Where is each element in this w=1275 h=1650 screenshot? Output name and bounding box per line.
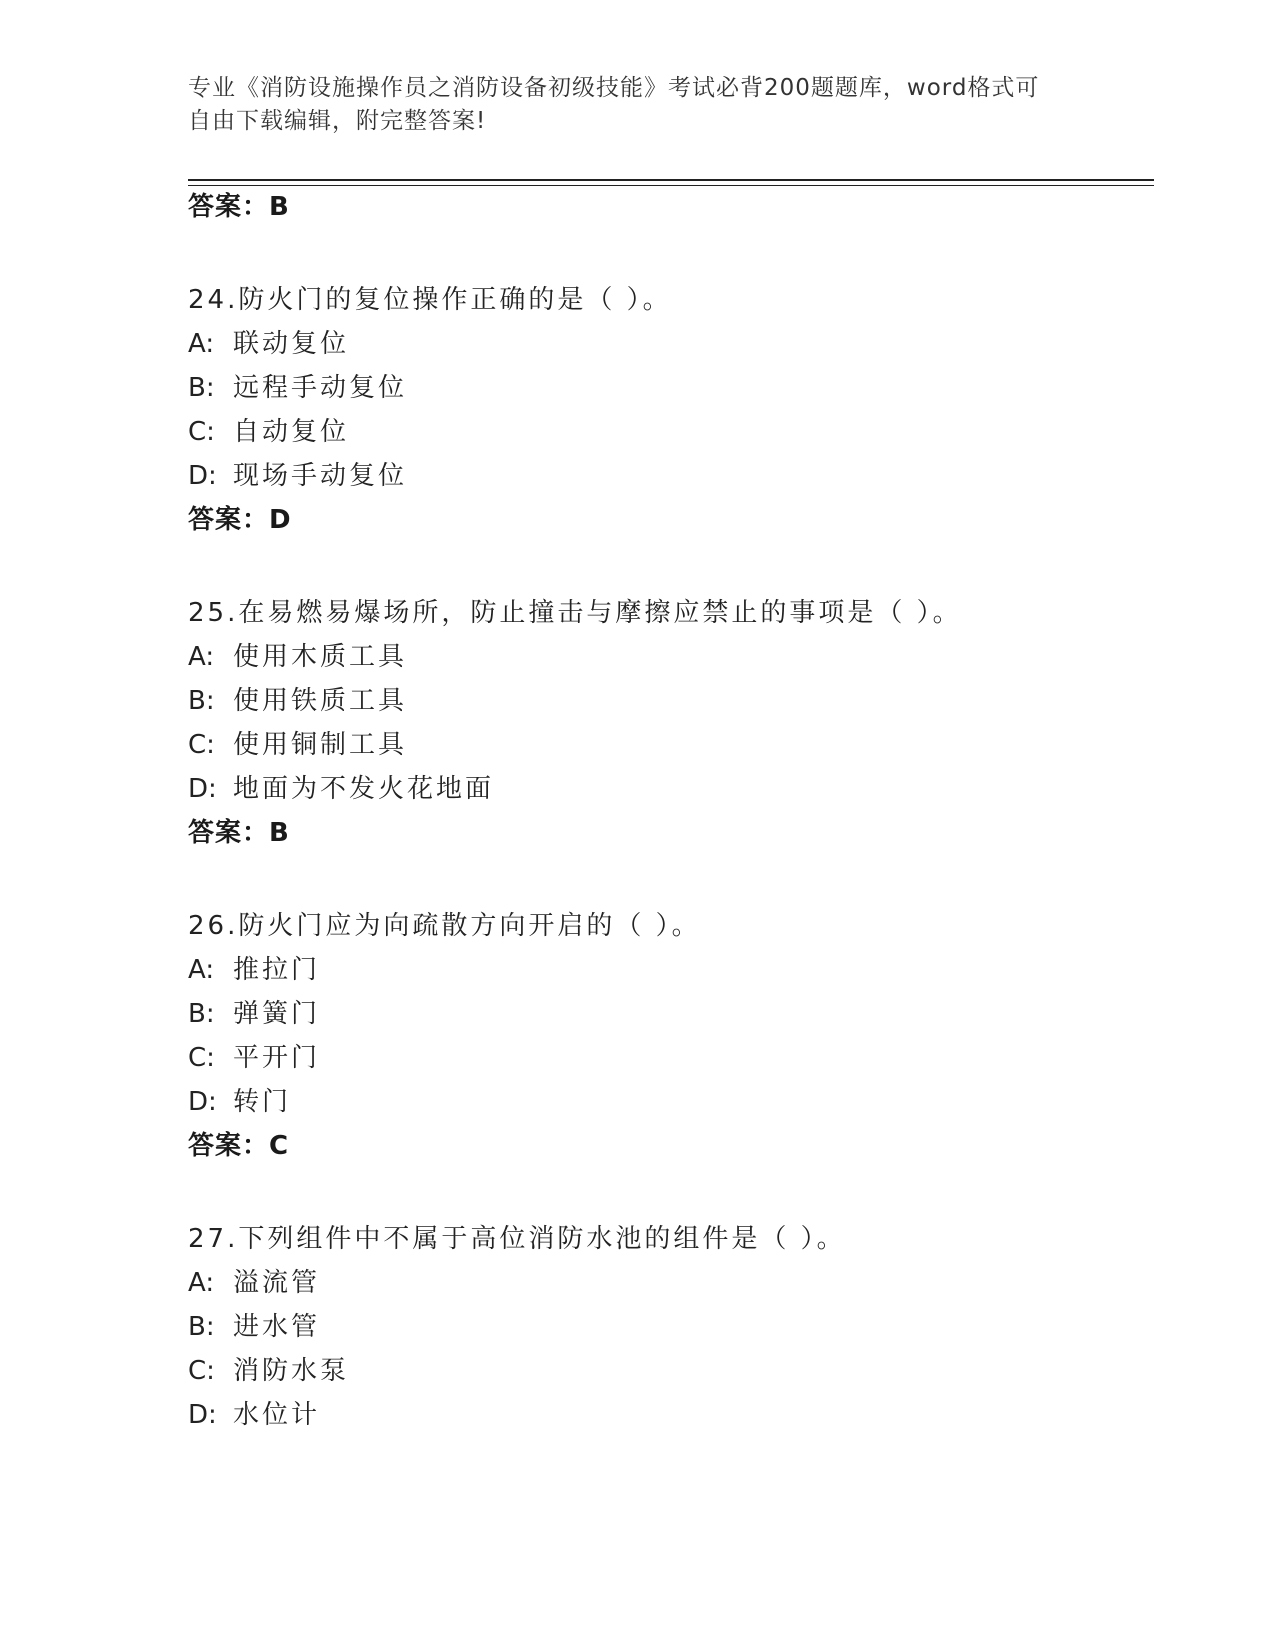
option-text: 推拉门: [233, 955, 321, 985]
option-letter: C:: [188, 1356, 215, 1386]
option-text: 自动复位: [233, 417, 350, 447]
question-25-option-b: [188, 684, 407, 718]
question-27-option-c: [188, 1354, 349, 1388]
option-letter: D:: [188, 461, 217, 491]
header-line-1: 专业《消防设施操作员之消防设备初级技能》考试必背200题题库，word格式可: [188, 75, 1040, 101]
option-text: 水位计: [233, 1400, 321, 1430]
option-letter: D:: [188, 1087, 217, 1117]
question-26-stem: 26.防火门应为向疏散方向开启的（ ）。: [188, 911, 701, 941]
option-text: 溢流管: [233, 1268, 321, 1298]
question-26-answer: 答案：C: [188, 1131, 290, 1161]
option-letter: D:: [188, 774, 217, 804]
option-letter: A:: [188, 1268, 215, 1298]
question-25-stem: 25.在易燃易爆场所，防止撞击与摩擦应禁止的事项是（ ）。: [188, 598, 962, 628]
option-text: 使用铜制工具: [233, 730, 408, 760]
question-25-option-c: [188, 728, 407, 762]
question-24-stem: 24.防火门的复位操作正确的是（ ）。: [188, 285, 672, 315]
option-letter: A:: [188, 329, 215, 359]
option-letter: C:: [188, 417, 215, 447]
option-letter: C:: [188, 1043, 215, 1073]
question-25-answer: 答案：B: [188, 818, 290, 848]
option-text: 平开门: [233, 1043, 321, 1073]
question-24-option-c: [188, 415, 349, 449]
question-27-stem: 27.下列组件中不属于高位消防水池的组件是（ ）。: [188, 1224, 846, 1254]
option-letter: B:: [188, 1312, 215, 1342]
answer-prev: 答案：B: [188, 192, 290, 222]
question-25-option-d: [188, 772, 494, 806]
option-letter: A:: [188, 955, 215, 985]
question-24-answer: 答案：D: [188, 505, 292, 535]
option-letter: D:: [188, 1400, 217, 1430]
option-text: 现场手动复位: [233, 461, 408, 491]
option-text: 进水管: [233, 1312, 321, 1342]
question-24-option-d: [188, 459, 407, 493]
question-26-option-b: [188, 997, 320, 1031]
option-letter: C:: [188, 730, 215, 760]
question-27-option-a: [188, 1266, 320, 1300]
question-24-option-b: [188, 371, 407, 405]
question-25-option-a: [188, 640, 407, 674]
option-text: 弹簧门: [233, 999, 321, 1029]
option-letter: A:: [188, 642, 215, 672]
header-line-2: 自由下载编辑，附完整答案!: [188, 108, 487, 134]
option-text: 转门: [233, 1087, 292, 1117]
option-text: 远程手动复位: [233, 373, 408, 403]
header-divider-thin: [188, 185, 1154, 186]
document-header: [188, 72, 1068, 138]
question-27-option-d: [188, 1398, 320, 1432]
option-text: 使用铁质工具: [233, 686, 408, 716]
option-letter: B:: [188, 686, 215, 716]
option-text: 地面为不发火花地面: [233, 774, 495, 804]
question-27-option-b: [188, 1310, 320, 1344]
option-text: 使用木质工具: [233, 642, 408, 672]
header-divider-thick: [188, 179, 1154, 181]
question-26-option-d: [188, 1085, 291, 1119]
option-letter: B:: [188, 999, 215, 1029]
option-letter: B:: [188, 373, 215, 403]
question-24-option-a: [188, 327, 349, 361]
question-26-option-c: [188, 1041, 320, 1075]
option-text: 消防水泵: [233, 1356, 350, 1386]
question-26-option-a: [188, 953, 320, 987]
option-text: 联动复位: [233, 329, 350, 359]
